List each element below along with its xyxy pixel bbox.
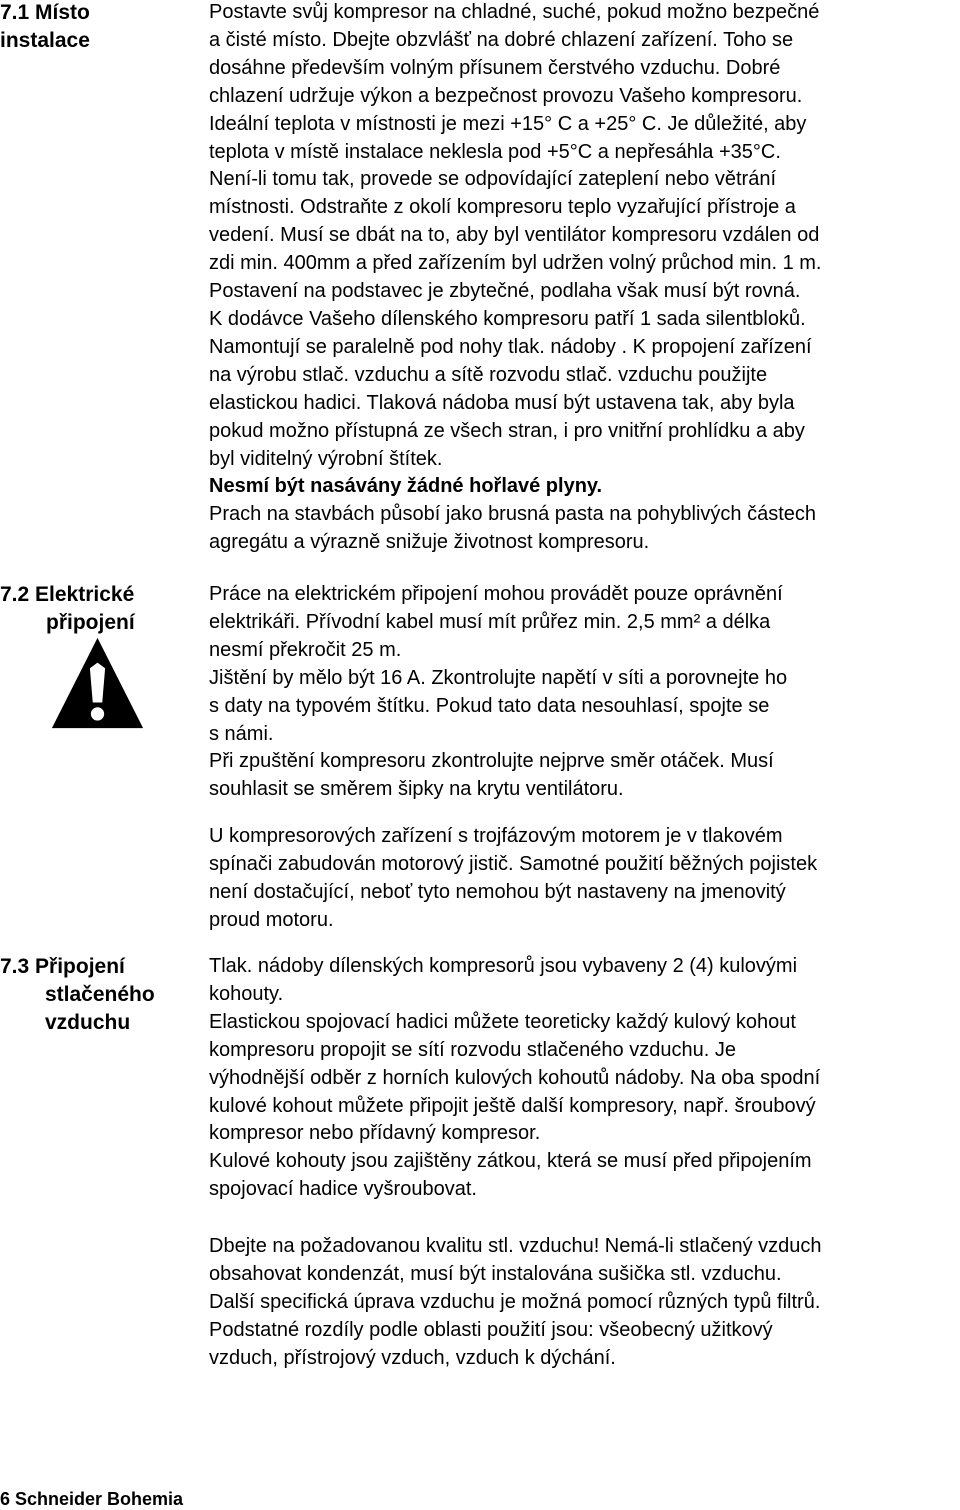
section-7-3-heading xyxy=(0,953,165,1037)
text-line: Postavte svůj kompresor na chladné, suché, pokud možno bezpečné xyxy=(209,1,820,23)
heading-line: 7.2 Elektrické xyxy=(0,583,135,606)
heading-line: připojení xyxy=(46,611,135,634)
text-line: Kulové kohouty jsou zajištěny zátkou, která se musí před připojením xyxy=(209,1150,812,1173)
section-7-2-heading xyxy=(0,581,165,637)
text-line: obsahovat kondenzát, musí být instalována sušička stl. vzduchu. xyxy=(209,1262,782,1285)
text-line: Dbejte na požadovanou kvalitu stl. vzduchu! Nemá-li stlačený vzduch xyxy=(209,1235,822,1257)
text-line: Podstatné rozdíly podle oblasti použití jsou: všeobecný užitkový xyxy=(209,1318,773,1341)
text-line: chlazení udržuje výkon a bezpečnost provozu Vašeho kompresoru. xyxy=(209,84,803,107)
text-line: místnosti. Odstraňte z okolí kompresoru teplo vyzařující přístroje a xyxy=(209,196,796,219)
text-line: Jištění by mělo být 16 A. Zkontrolujte napětí v síti a porovnejte ho xyxy=(209,666,788,689)
text-line: zdi min. 400mm a před zařízením byl udržen volný průchod min. 1 m. xyxy=(209,252,822,275)
text-line: na výrobu stlač. vzduchu a sítě rozvodu stlač. vzduchu použijte xyxy=(209,363,768,386)
section-7-2-paragraph-2 xyxy=(209,823,960,935)
section-7-2-paragraph-1 xyxy=(209,581,960,804)
text-line: a čisté místo. Dbejte obzvlášť na dobré chlazení zařízení. Toho se xyxy=(209,28,794,51)
heading-line: stlačeného xyxy=(45,983,155,1006)
section-7-1-heading xyxy=(0,0,165,55)
section-7-1-paragraph-1 xyxy=(209,0,960,557)
text-line: Postavení na podstavec je zbytečné, podlaha však musí být rovná. xyxy=(209,280,801,303)
flammable-gas-warning: Nesmí být nasávány žádné hořlavé plyny. xyxy=(209,475,603,498)
text-line: Elastickou spojovací hadici můžete teoreticky každý kulový kohout xyxy=(209,1010,796,1033)
text-line: dosáhne především volným přísunem čerstvého vzduchu. Dobré xyxy=(209,56,781,79)
text-line: není dostačující, neboť tyto nemohou být nastaveny na jmenovitý xyxy=(209,880,786,903)
text-line: výhodnější odběr z horních kulových kohoutů nádoby. Na oba spodní xyxy=(209,1066,821,1089)
exclamation-triangle-icon xyxy=(50,636,145,731)
text-line: nesmí překročit 25 m. xyxy=(209,638,402,661)
text-line: spínači zabudován motorový jistič. Samotné použití běžných pojistek xyxy=(209,852,818,875)
text-line: Namontují se paralelně pod nohy tlak. nádoby . K propojení zařízení xyxy=(209,335,812,358)
text-line: Práce na elektrickém připojení mohou provádět pouze oprávnění xyxy=(209,583,783,605)
text-line: U kompresorových zařízení s trojfázovým motorem je v tlakovém xyxy=(209,825,783,847)
text-line: s námi. xyxy=(209,722,274,745)
text-line: Ideální teplota v místnosti je mezi +15° C a +25° C. Je důležité, aby xyxy=(209,112,807,135)
heading-line: vzduchu xyxy=(45,1011,131,1034)
heading-line: 7.1 Místo xyxy=(0,1,90,24)
text-line: pokud možno přístupná ze všech stran, i pro vnitřní prohlídku a aby xyxy=(209,419,805,442)
text-line: kompresoru propojit se sítí rozvodu stlačeného vzduchu. Je xyxy=(209,1038,736,1061)
text-line: byl viditelný výrobní štítek. xyxy=(209,447,443,470)
heading-line: instalace xyxy=(0,29,90,52)
text-line: Tlak. nádoby dílenských kompresorů jsou vybaveny 2 (4) kulovými xyxy=(209,955,798,977)
text-line: kohouty. xyxy=(209,982,284,1005)
text-line: kompresor nebo přídavný kompresor. xyxy=(209,1122,541,1145)
text-line: souhlasit se směrem šipky na krytu ventilátoru. xyxy=(209,778,624,801)
text-line: s daty na typovém štítku. Pokud tato data nesouhlasí, spojte se xyxy=(209,694,770,717)
text-line: kulové kohout můžete připojit ještě další kompresory, např. šroubový xyxy=(209,1094,816,1117)
page-footer: 6 Schneider Bohemia xyxy=(0,1489,184,1509)
heading-line: 7.3 Připojení xyxy=(0,955,125,978)
text-line: agregátu a výrazně snižuje životnost kompresoru. xyxy=(209,531,650,554)
text-line: proud motoru. xyxy=(209,908,334,931)
text-line: Není-li tomu tak, provede se odpovídající zateplení nebo větrání xyxy=(209,168,777,191)
section-7-3-paragraph-1 xyxy=(209,953,960,1204)
text-line: teplota v místě instalace neklesla pod +5°C a nepřesáhla +35°C. xyxy=(209,140,781,163)
text-line: K dodávce Vašeho dílenského kompresoru patří 1 sada silentbloků. xyxy=(209,307,806,330)
text-line: Při zpuštění kompresoru zkontrolujte nejprve směr otáček. Musí xyxy=(209,750,774,773)
text-line: Prach na stavbách působí jako brusná pasta na pohyblivých částech xyxy=(209,503,817,526)
text-line: vedení. Musí se dbát na to, aby byl ventilátor kompresoru vzdálen od xyxy=(209,224,820,247)
section-7-3-paragraph-2 xyxy=(209,1233,960,1373)
text-line: spojovací hadice vyšroubovat. xyxy=(209,1178,477,1201)
text-line: elektrikáři. Přívodní kabel musí mít průřez min. 2,5 mm² a délka xyxy=(209,610,771,633)
text-line: Další specifická úprava vzduchu je možná pomocí různých typů filtrů. xyxy=(209,1290,821,1313)
text-line: elastickou hadici. Tlaková nádoba musí být ustavena tak, aby byla xyxy=(209,391,795,414)
text-line: vzduch, přístrojový vzduch, vzduch k dýchání. xyxy=(209,1346,616,1369)
